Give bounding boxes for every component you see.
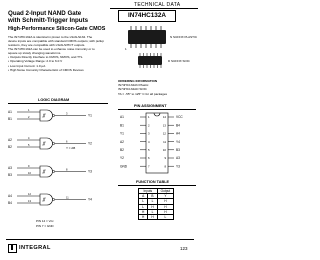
pin-name: Y2 (120, 156, 124, 161)
pin-number: 6 (148, 156, 150, 161)
table-cell: H (139, 209, 148, 214)
logic-diagram-label: LOGIC DIAGRAM (38, 98, 70, 102)
part-number-box: IN74HC132A (118, 10, 176, 22)
description (8, 35, 108, 55)
gate-pin-number: 5 (28, 144, 30, 148)
pin-name: A2 (120, 139, 124, 144)
inputs-header: Inputs (139, 189, 158, 194)
inversion-bubble (53, 142, 55, 144)
nand-gate (8, 192, 92, 205)
inversion-bubble (53, 114, 55, 116)
pin-name: Y1 (120, 131, 124, 136)
pin-assignment-rule (118, 109, 196, 110)
logic-diagram-rule (8, 103, 108, 104)
pin-number: 2 (148, 123, 150, 128)
pin-number: 4 (148, 139, 150, 144)
footer-rule (6, 239, 194, 240)
pin-number: 9 (164, 156, 166, 161)
pin-number: 7 (148, 164, 150, 169)
description-line: The IN74HC132A can be used to enhance noise immunity or to (8, 47, 95, 51)
ordering-line: IN74HC132AN Plastic (118, 83, 149, 88)
pin-left (120, 115, 150, 119)
pin-name: A3 (176, 156, 180, 161)
gate-pin-number: 3 (66, 112, 68, 116)
soic-package-image (138, 53, 162, 68)
gate-body (40, 194, 53, 205)
title-line-1: Quad 2-Input NAND Gate (8, 10, 82, 17)
nand-gate (8, 164, 92, 177)
inversion-bubble (53, 198, 55, 200)
pin-number: 10 (162, 148, 166, 152)
pin-left (120, 123, 150, 127)
gate-pin-number: 2 (28, 116, 30, 120)
feature-item: • Low Input Current: 1.0 µA (8, 64, 110, 68)
pin-assignment-label: PIN ASSIGNMENT (134, 104, 167, 108)
brand-name: INTEGRAL (19, 245, 51, 251)
function-table-label: FUNCTION TABLE (136, 180, 170, 184)
table-row (139, 215, 174, 220)
gate-input-label: A2 (8, 138, 12, 143)
ground-pin-note: PIN 7 = GND (36, 224, 54, 228)
pin-left (120, 132, 150, 136)
gate-output-label: Y1 (88, 113, 92, 118)
pin-right (163, 148, 180, 152)
description-line: device inputs are compatible with standard CMOS outputs; with pullup (8, 39, 104, 43)
table-cell: H (148, 215, 157, 220)
gate-output-label: Y4 (88, 197, 92, 202)
pin-name: VCC (176, 115, 183, 120)
gate-output-label: Y2 (88, 141, 92, 146)
package-drawings (118, 24, 198, 78)
pin-name: Y4 (176, 139, 180, 144)
table-cell: H (157, 199, 174, 204)
gate-pin-number: 9 (28, 165, 30, 169)
pin-left (120, 140, 150, 144)
feature-item: • High Noise Immunity Characteristic of CMOS Devices (8, 68, 110, 72)
table-cell: H (139, 215, 148, 220)
feature-item: • Operating Voltage Range: 2.0 to 6.0 V (8, 59, 110, 63)
pin-name: B4 (176, 123, 180, 128)
gate-input-label: B2 (8, 145, 12, 150)
table-cell: H (157, 209, 174, 214)
pin-name: B1 (120, 123, 124, 128)
description-line: square up slowly changing waveforms. (8, 51, 62, 55)
nand-gate (8, 136, 92, 149)
table-cell: L (148, 199, 157, 204)
gate-pin-number: 4 (28, 137, 30, 141)
title-line-2: with Schmitt-Trigger Inputs (8, 17, 89, 24)
table-cell: L (139, 199, 148, 204)
dip-package-image (125, 26, 166, 51)
table-cell: H (157, 204, 174, 209)
feature-list (8, 55, 110, 73)
gate-body (40, 110, 53, 121)
gate-input-label: B4 (8, 201, 12, 206)
logic-expression: Y = AB (66, 146, 76, 150)
pin-right (163, 140, 180, 144)
gate-input-label: B3 (8, 173, 12, 178)
pin-number: 11 (163, 139, 166, 144)
gate-pin-number: 13 (28, 200, 31, 204)
table-cell: H (148, 204, 157, 209)
pin-number: 3 (148, 131, 150, 136)
pin-number: 1 (148, 115, 150, 120)
pin-right (163, 132, 180, 136)
pin-number: 5 (148, 148, 150, 152)
gate-input-label: B1 (8, 117, 12, 122)
pin-right (163, 123, 180, 127)
feature-item: • Outputs Directly Interface to CMOS, NMOS, and TTL (8, 55, 110, 59)
pin-left (120, 156, 150, 160)
gate-pin-number: 1 (28, 109, 30, 113)
pin-name: B3 (176, 148, 180, 152)
gate-pin-number: 8 (66, 168, 68, 172)
gate-pin-number: 12 (28, 193, 31, 197)
column-b: B (148, 194, 157, 199)
table-cell: L (157, 215, 174, 220)
function-table-rule (118, 185, 196, 186)
subtitle: High-Performance Silicon-Gate CMOS (8, 26, 106, 32)
output-header: Output (157, 189, 174, 194)
pin-right (163, 115, 184, 119)
table-cell: L (139, 204, 148, 209)
logic-diagram (6, 106, 110, 230)
function-table (138, 188, 174, 220)
d-suffix-label: D SUFFIX SOIC (168, 59, 190, 63)
inversion-bubble (53, 170, 55, 172)
pin-name: Y3 (176, 164, 180, 169)
power-pin-note: PIN 14 = Vcc (36, 219, 54, 223)
gate-pin-number: 6 (66, 140, 68, 144)
gate-pin-number: 10 (28, 172, 31, 176)
column-y: Y (157, 194, 174, 199)
n-suffix-label: N SUFFIX PLASTIC (170, 35, 198, 39)
gate-pin-number: 11 (66, 196, 69, 200)
integral-logo-icon (8, 244, 17, 253)
ordering-heading: ORDERING INFORMATION (118, 79, 158, 83)
header-rule (110, 8, 198, 9)
page-number: 123 (180, 246, 188, 251)
pin-number: 12 (162, 131, 166, 136)
pin-number: 14 (162, 115, 166, 120)
description-line: resistors, they are compatible with LS/ALS/HCT outputs. (8, 43, 86, 47)
ordering-information (118, 79, 198, 96)
gate-body (40, 166, 53, 177)
gate-body (40, 138, 53, 149)
gate-input-label: A1 (8, 110, 12, 115)
gate-output-label: Y3 (88, 169, 92, 174)
pin-number: 13 (162, 123, 166, 128)
pin-name: GND (120, 164, 128, 169)
pin-name: B2 (120, 148, 124, 152)
pin-name: A4 (176, 131, 180, 136)
description-line: The IN74HC132A is identical in pinout to the LS/ALS132. The (8, 35, 93, 39)
pin-assignment-diagram (118, 111, 198, 177)
ordering-line: IN74HC132AD SOIC (118, 87, 147, 92)
table-cell: L (148, 209, 157, 214)
section-header: TECHNICAL DATA (134, 2, 181, 8)
column-a: A (139, 194, 148, 199)
pin-left (120, 148, 150, 152)
gate-input-label: A4 (8, 194, 12, 199)
logo-bar (11, 245, 13, 250)
pin-one-label: 1 (125, 47, 127, 51)
pin-number: 8 (164, 164, 166, 169)
pin-left (120, 164, 150, 168)
pin-name: A1 (120, 115, 124, 120)
ordering-line: TA = -55° to 125° C for all packages (118, 91, 168, 96)
nand-gate (8, 108, 92, 121)
gate-input-label: A3 (8, 166, 12, 171)
